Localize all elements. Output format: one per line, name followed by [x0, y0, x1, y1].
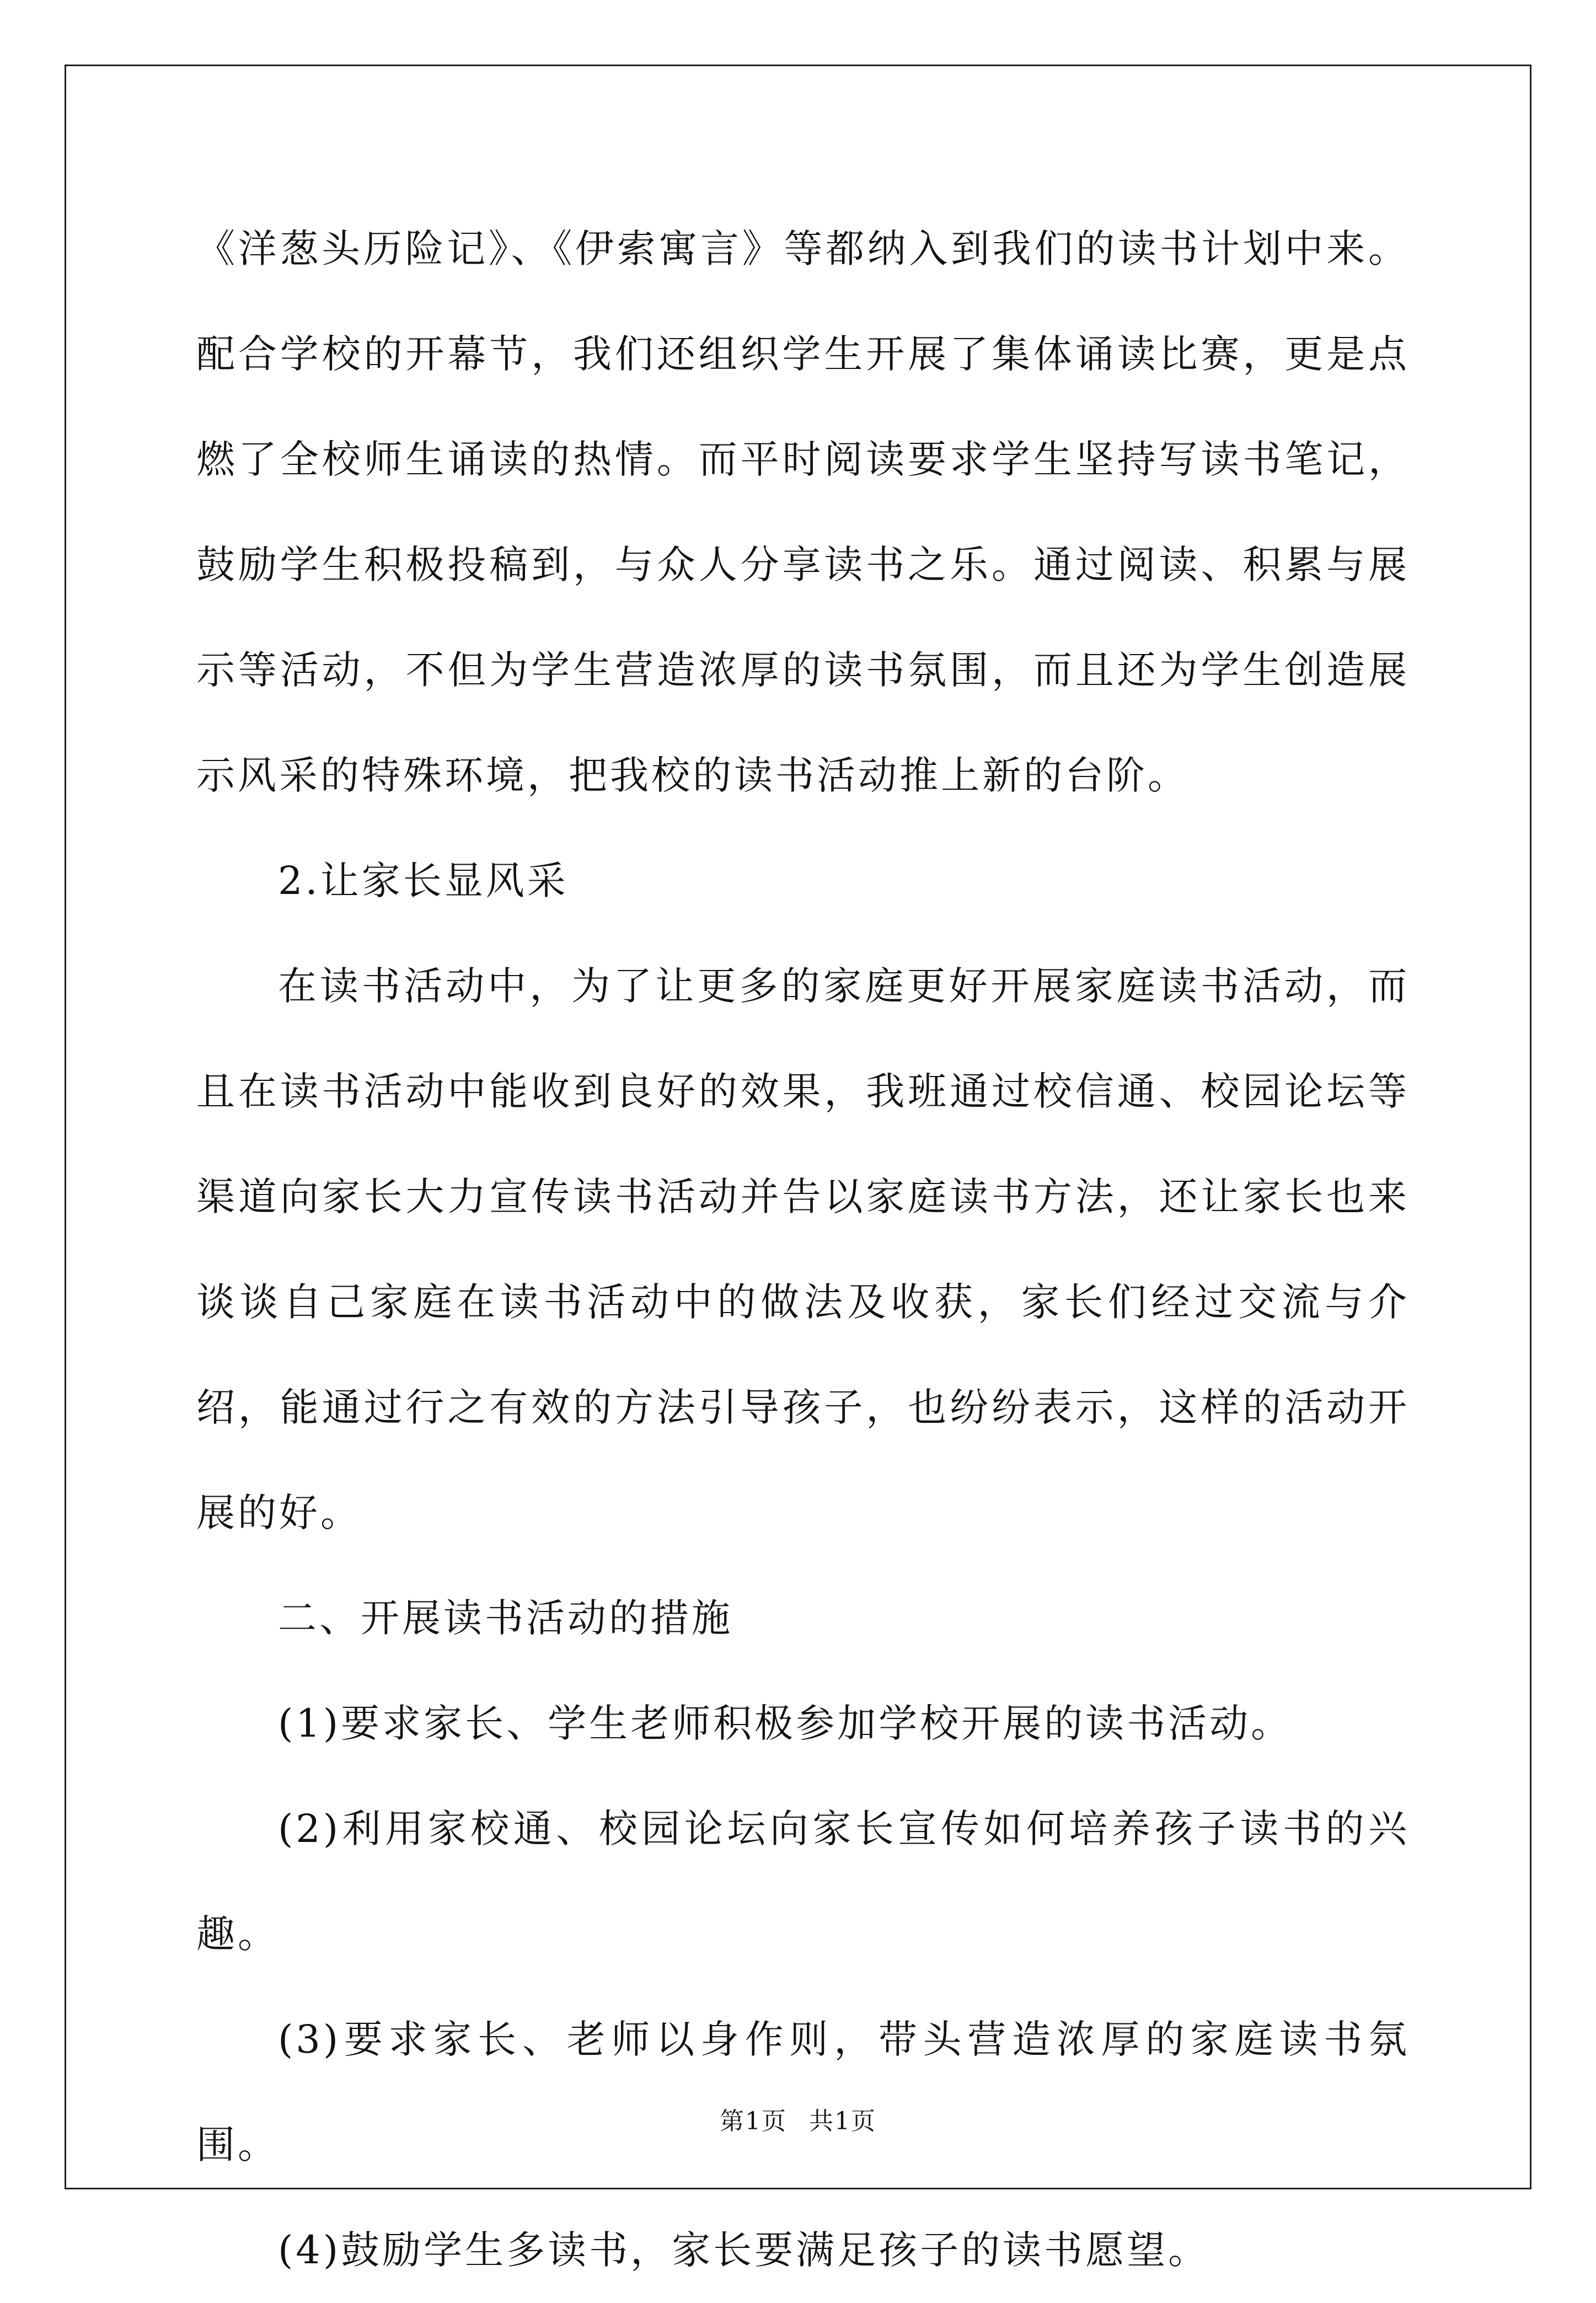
- document-body: [196, 196, 1410, 2303]
- paragraph: 《洋葱头历险记》、《伊索寓言》等都纳入到我们的读书计划中来。配合学校的开幕节，我们还组织学生开展了集体诵读比赛，更是点燃了全校师生诵读的热情。而平时阅读要求学生坚持写读书笔记，鼓励学生积极投稿到，与众人分享读书之乐。通过阅读、积累与展示等活动，不但为学生营造浓厚的读书氛围，而且还为学生创造展示风采的特殊环境，把我校的读书活动推上新的台阶。: [196, 226, 1410, 798]
- section-heading: 二、开展读书活动的措施: [278, 1595, 733, 1641]
- list-item: (4)鼓励学生多读书，家长要满足孩子的读书愿望。: [278, 2227, 1210, 2273]
- list-item: (1)要求家长、学生老师积极参加学校开展的读书活动。: [278, 1701, 1293, 1746]
- list-item: (2)利用家校通、校园论坛向家长宣传如何培养孩子读书的兴趣。: [196, 1806, 1410, 1957]
- paragraph: 在读书活动中，为了让更多的家庭更好开展家庭读书活动，而且在读书活动中能收到良好的效果，我班通过校信通、校园论坛等渠道向家长大力宣传读书活动并告以家庭读书方法，还让家长也来谈谈自己家庭在读书活动中的做法及收获，家长们经过交流与介绍，能通过行之有效的方法引导孩子，也纷纷表示，这样的活动开展的好。: [196, 963, 1410, 1535]
- list-item: (3)要求家长、老师以身作则，带头营造浓厚的家庭读书氛围。: [196, 2017, 1410, 2167]
- page-total: 共1页: [809, 2107, 876, 2135]
- page-footer: [0, 2101, 1596, 2136]
- page-number: 第1页: [720, 2107, 787, 2135]
- section-heading: 2.让家长显风采: [278, 858, 569, 903]
